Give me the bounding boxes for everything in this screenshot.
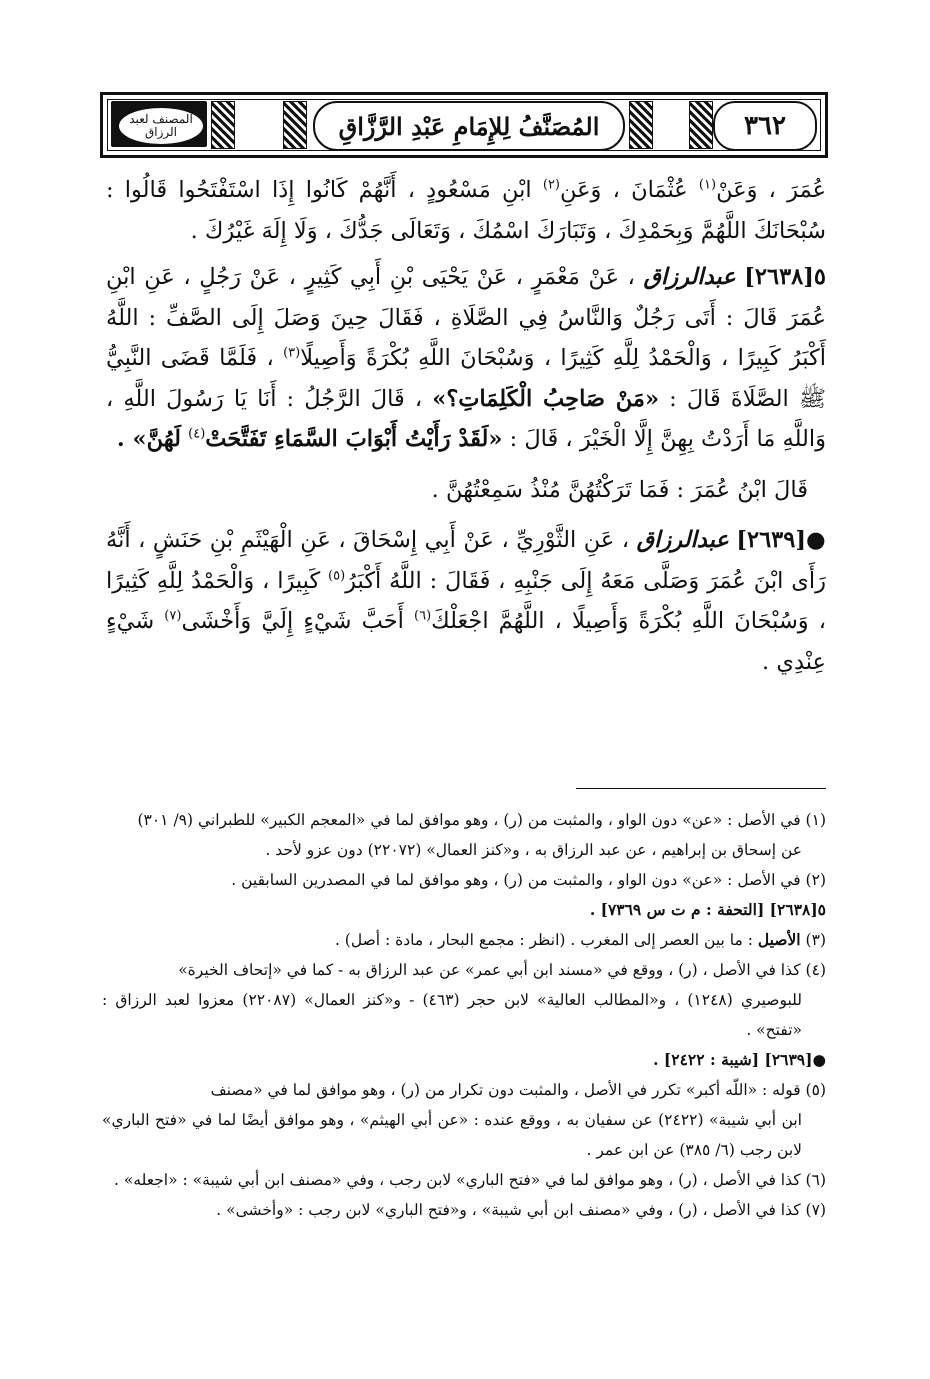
footnote-ref: (٣) — [283, 345, 301, 361]
footnote-5-cont: ابن أبي شيبة» (٢٤٢٢) عن سفيان به ، ووقع عنده : «عن أبي الهيثم» ، وهو موافق أيضًا لما في «فتح الباري» لابن رجب (٦/ ٣٨٥) عن ابن عمر . — [102, 1111, 802, 1159]
footnote-ref: (٢) — [542, 177, 560, 193]
footnote-ref: (٧) — [164, 608, 182, 624]
footnote-7: (٧) كذا في الأصل ، (ر) ، وفي «مصنف ابن أبي شيبة» ، و«فتح الباري» لابن رجب : «وأخشى» . — [216, 1201, 826, 1219]
text-run: ، عَنْ مَعْمَرٍ ، عَنْ يَحْيَى بْنِ أَبِي كَثِيرٍ ، عَنْ رَجُلٍ ، عَنِ ابْنِ عُمَرَ قَالَ : أَتَى رَجُلٌ وَالنَّاسُ فِي الصَّلَاةِ ، فَقَالَ حِينَ وَصَلَ إِلَى الصَّفِّ : اللَّهُ أَكْبَرُ كَبِيرًا ، وَالْحَمْدُ لِلَّهِ كَثِيرًا ، وَسُبْحَانَ اللَّهِ بُكْرَةً وَأَصِيلًا — [106, 264, 827, 371]
paragraph-continuation — [106, 170, 826, 251]
author-name: عبدالرزاق — [636, 527, 729, 553]
hadith-number: [٢٦٣٩] — [736, 527, 806, 553]
prophet-speech: «مَنْ صَاحِبُ الْكَلِمَاتِ؟» — [432, 385, 660, 412]
ibn-umar-comment: قَالَ ابْنُ عُمَرَ : فَمَا تَرَكْتُهُنَّ مُنْذُ سَمِعْتُهُنَّ . — [431, 476, 808, 503]
hadith-marker: ٥ — [813, 264, 826, 290]
footnote-4: (٤) كذا في الأصل ، (ر) ، ووقع في «مسند ابن أبي عمر» عن عبد الرزاق به - كما في «إتحاف الخيرة» — [178, 961, 826, 979]
footnote-term: الأصيل — [757, 930, 801, 949]
ornament-icon — [283, 101, 307, 149]
running-title: المُصَنَّفُ لِلإِمَامِ عَبْدِ الرَّزَّاقِ — [313, 101, 625, 151]
prophet-speech: «لَقَدْ رَأَيْتُ أَبْوَابَ السَّمَاءِ تَفَتَّحَتْ — [205, 426, 503, 452]
hadith-2638 — [106, 257, 826, 460]
footnote-1-cont: عن إسحاق بن إبراهيم ، عن عبد الرزاق به ، و«كنز العمال» (٢٢٠٧٢) دون عزو لأحد . — [265, 841, 802, 859]
page-header — [100, 92, 828, 158]
footnote-5: (٥) قوله : «اللّه أكبر» تكرر في الأصل ، والمثبت دون تكرار من (ر) ، وهو موافق لما في «مصنف — [210, 1081, 826, 1099]
hadith-marker: ٥ — [817, 900, 826, 919]
footnote-6: (٦) كذا في الأصل ، (ر) ، وهو موافق لما في «فتح الباري» لابن رجب ، وفي «مصنف ابن أبي شيبة» : «اجعله» . — [113, 1171, 826, 1189]
reference-text: [٢٦٣٩] [شيبة : ٢٤٢٢] . — [653, 1050, 813, 1069]
author-name: عبدالرزاق — [643, 264, 736, 290]
text-run: كَبِيرًا ، وَالْحَمْدُ لِلَّهِ كَثِيرًا ، وَسُبْحَانَ اللَّهِ بُكْرَةً وَأَصِيلًا ، اللَّهُمَّ اجْعَلْكَ — [106, 567, 827, 634]
footnote-ref: (٤) — [188, 426, 206, 442]
text-run: ابْنِ مَسْعُودٍ ، أَنَّهُمْ كَانُوا إِذَا اسْتَفْتَحُوا قَالُوا : سُبْحَانَكَ اللَّهُمَّ وَبِحَمْدِكَ ، وَتَبَارَكَ اسْمُكَ ، وَتَعَالَى جَدُّكَ ، وَلَا إِلَهَ غَيْرُكَ . — [106, 177, 826, 244]
text-run: ، عَنِ الثَّوْرِيِّ ، عَنْ أَبِي إِسْحَاقَ ، عَنِ الْهَيْثَمِ بْنِ حَنَشٍ ، أَنَّهُ رَأَى ابْنَ عُمَرَ وَصَلَّى مَعَهُ إِلَى جَنْبِهِ ، فَقَالَ : اللَّهُ أَكْبَرُ — [106, 527, 826, 594]
footnote-text: : ما بين العصر إلى المغرب . (انظر : مجمع البحار ، مادة : أصل) . — [334, 931, 753, 949]
footnote-4-cont: للبوصيري (١٢٤٨) ، و«المطالب العالية» لابن حجر (٤٦٣) - و«كنز العمال» (٢٢٠٨٧) معزوا لعبد الرزاق : «تفتح» . — [102, 991, 802, 1039]
ornament-icon — [629, 101, 653, 149]
footnote-3 — [102, 925, 826, 955]
footnotes — [102, 805, 826, 1225]
reference-text: [٢٦٣٨] [التحفة : م ت س ٧٣٦٩] . — [589, 900, 818, 919]
text-run: عُثْمَانَ ، وَعَنِ — [560, 177, 688, 203]
prophet-speech: لَهُنَّ» . — [116, 426, 181, 452]
footnote-1: (١) في الأصل : «عن» دون الواو ، والمثبت من (ر) ، وهو موافق لما في «المعجم الكبير» للطبراني (٩/ ٣٠١) — [137, 811, 826, 829]
footnote-2: (٢) في الأصل : «عن» دون الواو ، والمثبت من (ر) ، وهو موافق لما في المصدرين السابقين . — [231, 871, 826, 889]
footnote-number: (٣) — [805, 931, 826, 949]
text-run: عُمَرَ ، وَعَنْ — [716, 177, 827, 203]
reference-2639 — [102, 1045, 826, 1075]
ornament-icon — [689, 101, 713, 149]
main-text — [106, 170, 826, 682]
hadith-number: [٢٦٣٨] — [744, 264, 814, 290]
footnote-ref: (٦) — [414, 608, 432, 624]
footnote-divider — [576, 788, 826, 789]
hadith-2639 — [106, 520, 826, 682]
text-run: شَيْءٍ عِنْدِي . — [106, 608, 826, 675]
footnote-ref: (١) — [698, 177, 717, 193]
footnote-ref: (٥) — [328, 568, 346, 583]
hadith-marker: ● — [812, 1050, 826, 1069]
reference-2638 — [102, 895, 826, 925]
seal-logo — [111, 101, 207, 147]
hadith-marker: ● — [805, 527, 826, 553]
seal-text: المصنف لعبد الرزاق — [117, 106, 205, 146]
text-run: ، قَالَ الرَّجُلُ : أَنَا يَا رَسُولَ اللَّهِ ، وَاللَّهِ مَا أَرَدْتُ بِهِنَّ إِلَّا الْخَيْرَ ، قَالَ : — [106, 385, 826, 452]
page-number: ٣٦٢ — [713, 101, 817, 151]
text-run: أَحَبَّ شَيْءٍ إِلَيَّ وَأَخْشَى — [181, 608, 404, 634]
text-run: ، فَلَمَّا قَضَى النَّبِيُّ ﷺ الصَّلَاةَ قَالَ : — [106, 345, 827, 412]
ornament-icon — [211, 101, 235, 149]
